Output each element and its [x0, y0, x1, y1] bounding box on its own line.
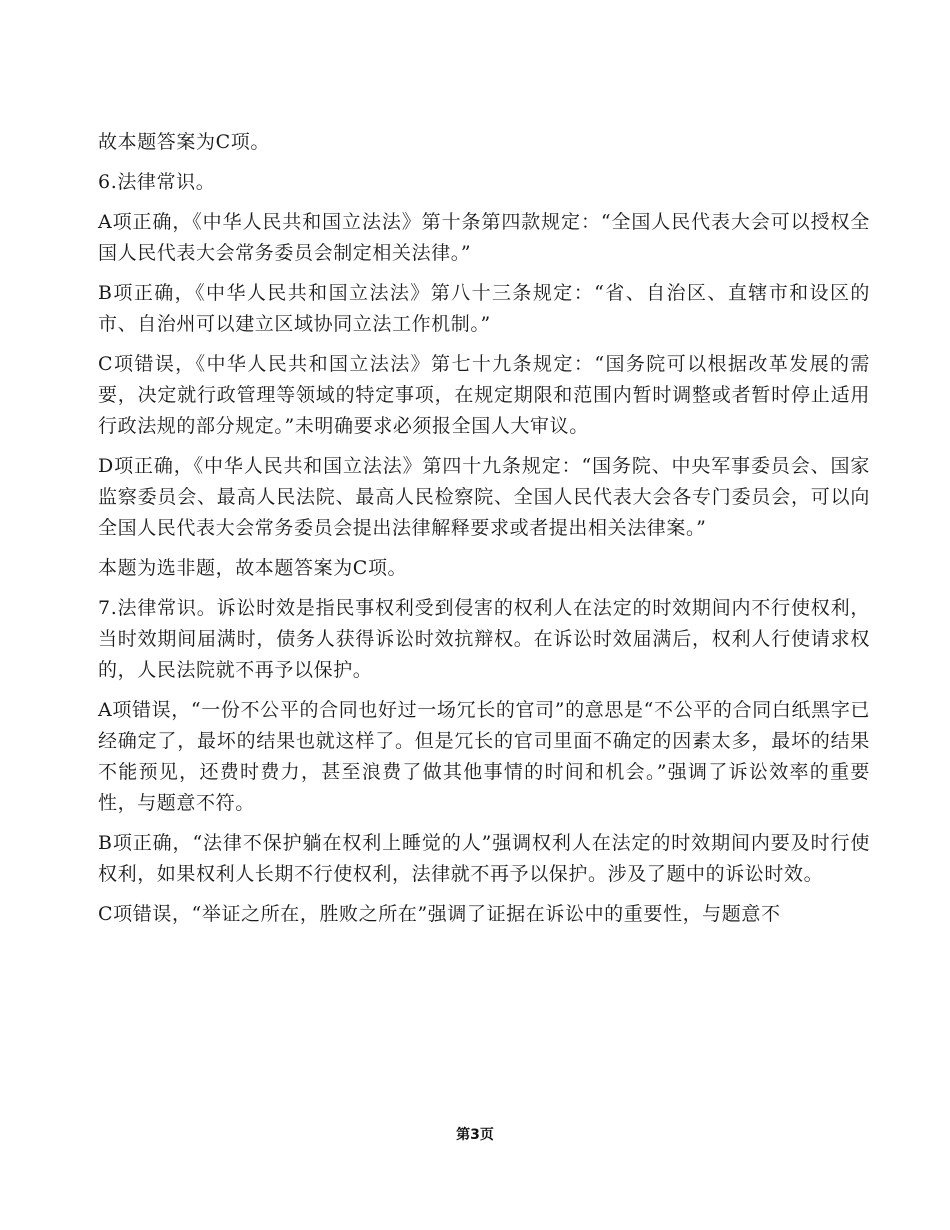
q7-option-c: C项错误，“举证之所在，胜败之所在”强调了证据在诉讼中的重要性，与题意不 — [98, 903, 781, 925]
answer-line-q5: 故本题答案为C项。 — [98, 131, 270, 153]
q7-option-b: B项正确，“法律不保护躺在权利上睡觉的人”强调权利人在法定的时效期间内要及时行使权利，如果权利人长期不行使权利，法律就不再予以保护。涉及了题中的诉讼时效。 — [98, 832, 870, 885]
question-6-heading: 6.法律常识。 — [98, 171, 216, 193]
answer-line-q6: 本题为选非题，故本题答案为C项。 — [98, 557, 408, 579]
document-body — [98, 127, 870, 939]
q7-option-a: A项错误，“一份不公平的合同也好过一场冗长的官司”的意思是“不公平的合同白纸黑字已经确定了，最坏的结果也就这样了。但是冗长的官司里面不确定的因素太多，最坏的结果不能预见，还费时费力，甚至浪费了做其他事情的时间和机会。”强调了诉讼效率的重要性，与题意不符。 — [98, 699, 870, 814]
q6-option-d: D项正确，《中华人民共和国立法法》第四十九条规定：“国务院、中央军事委员会、国家监察委员会、最高人民法院、最高人民检察院、全国人民代表大会各专门委员会，可以向全国人民代表大会常务委员会提出法律解释要求或者提出相关法律案。” — [98, 455, 870, 539]
question-7-heading: 7.法律常识。诉讼时效是指民事权利受到侵害的权利人在法定的时效期间内不行使权利，当时效期间届满时，债务人获得诉讼时效抗辩权。在诉讼时效届满后，权利人行使请求权的，人民法院就不再予以保护。 — [98, 597, 870, 681]
q6-option-c: C项错误，《中华人民共和国立法法》第七十九条规定：“国务院可以根据改革发展的需要，决定就行政管理等领域的特定事项，在规定期限和范围内暂时调整或者暂时停止适用行政法规的部分规定。”未明确要求必须报全国人大审议。 — [98, 353, 870, 437]
page-number: 第3页 — [456, 1127, 494, 1143]
q6-option-a: A项正确，《中华人民共和国立法法》第十条第四款规定：“全国人民代表大会可以授权全国人民代表大会常务委员会制定相关法律。” — [98, 211, 870, 264]
q6-option-b: B项正确，《中华人民共和国立法法》第八十三条规定：“省、自治区、直辖市和设区的市、自治州可以建立区域协同立法工作机制。” — [98, 282, 870, 335]
